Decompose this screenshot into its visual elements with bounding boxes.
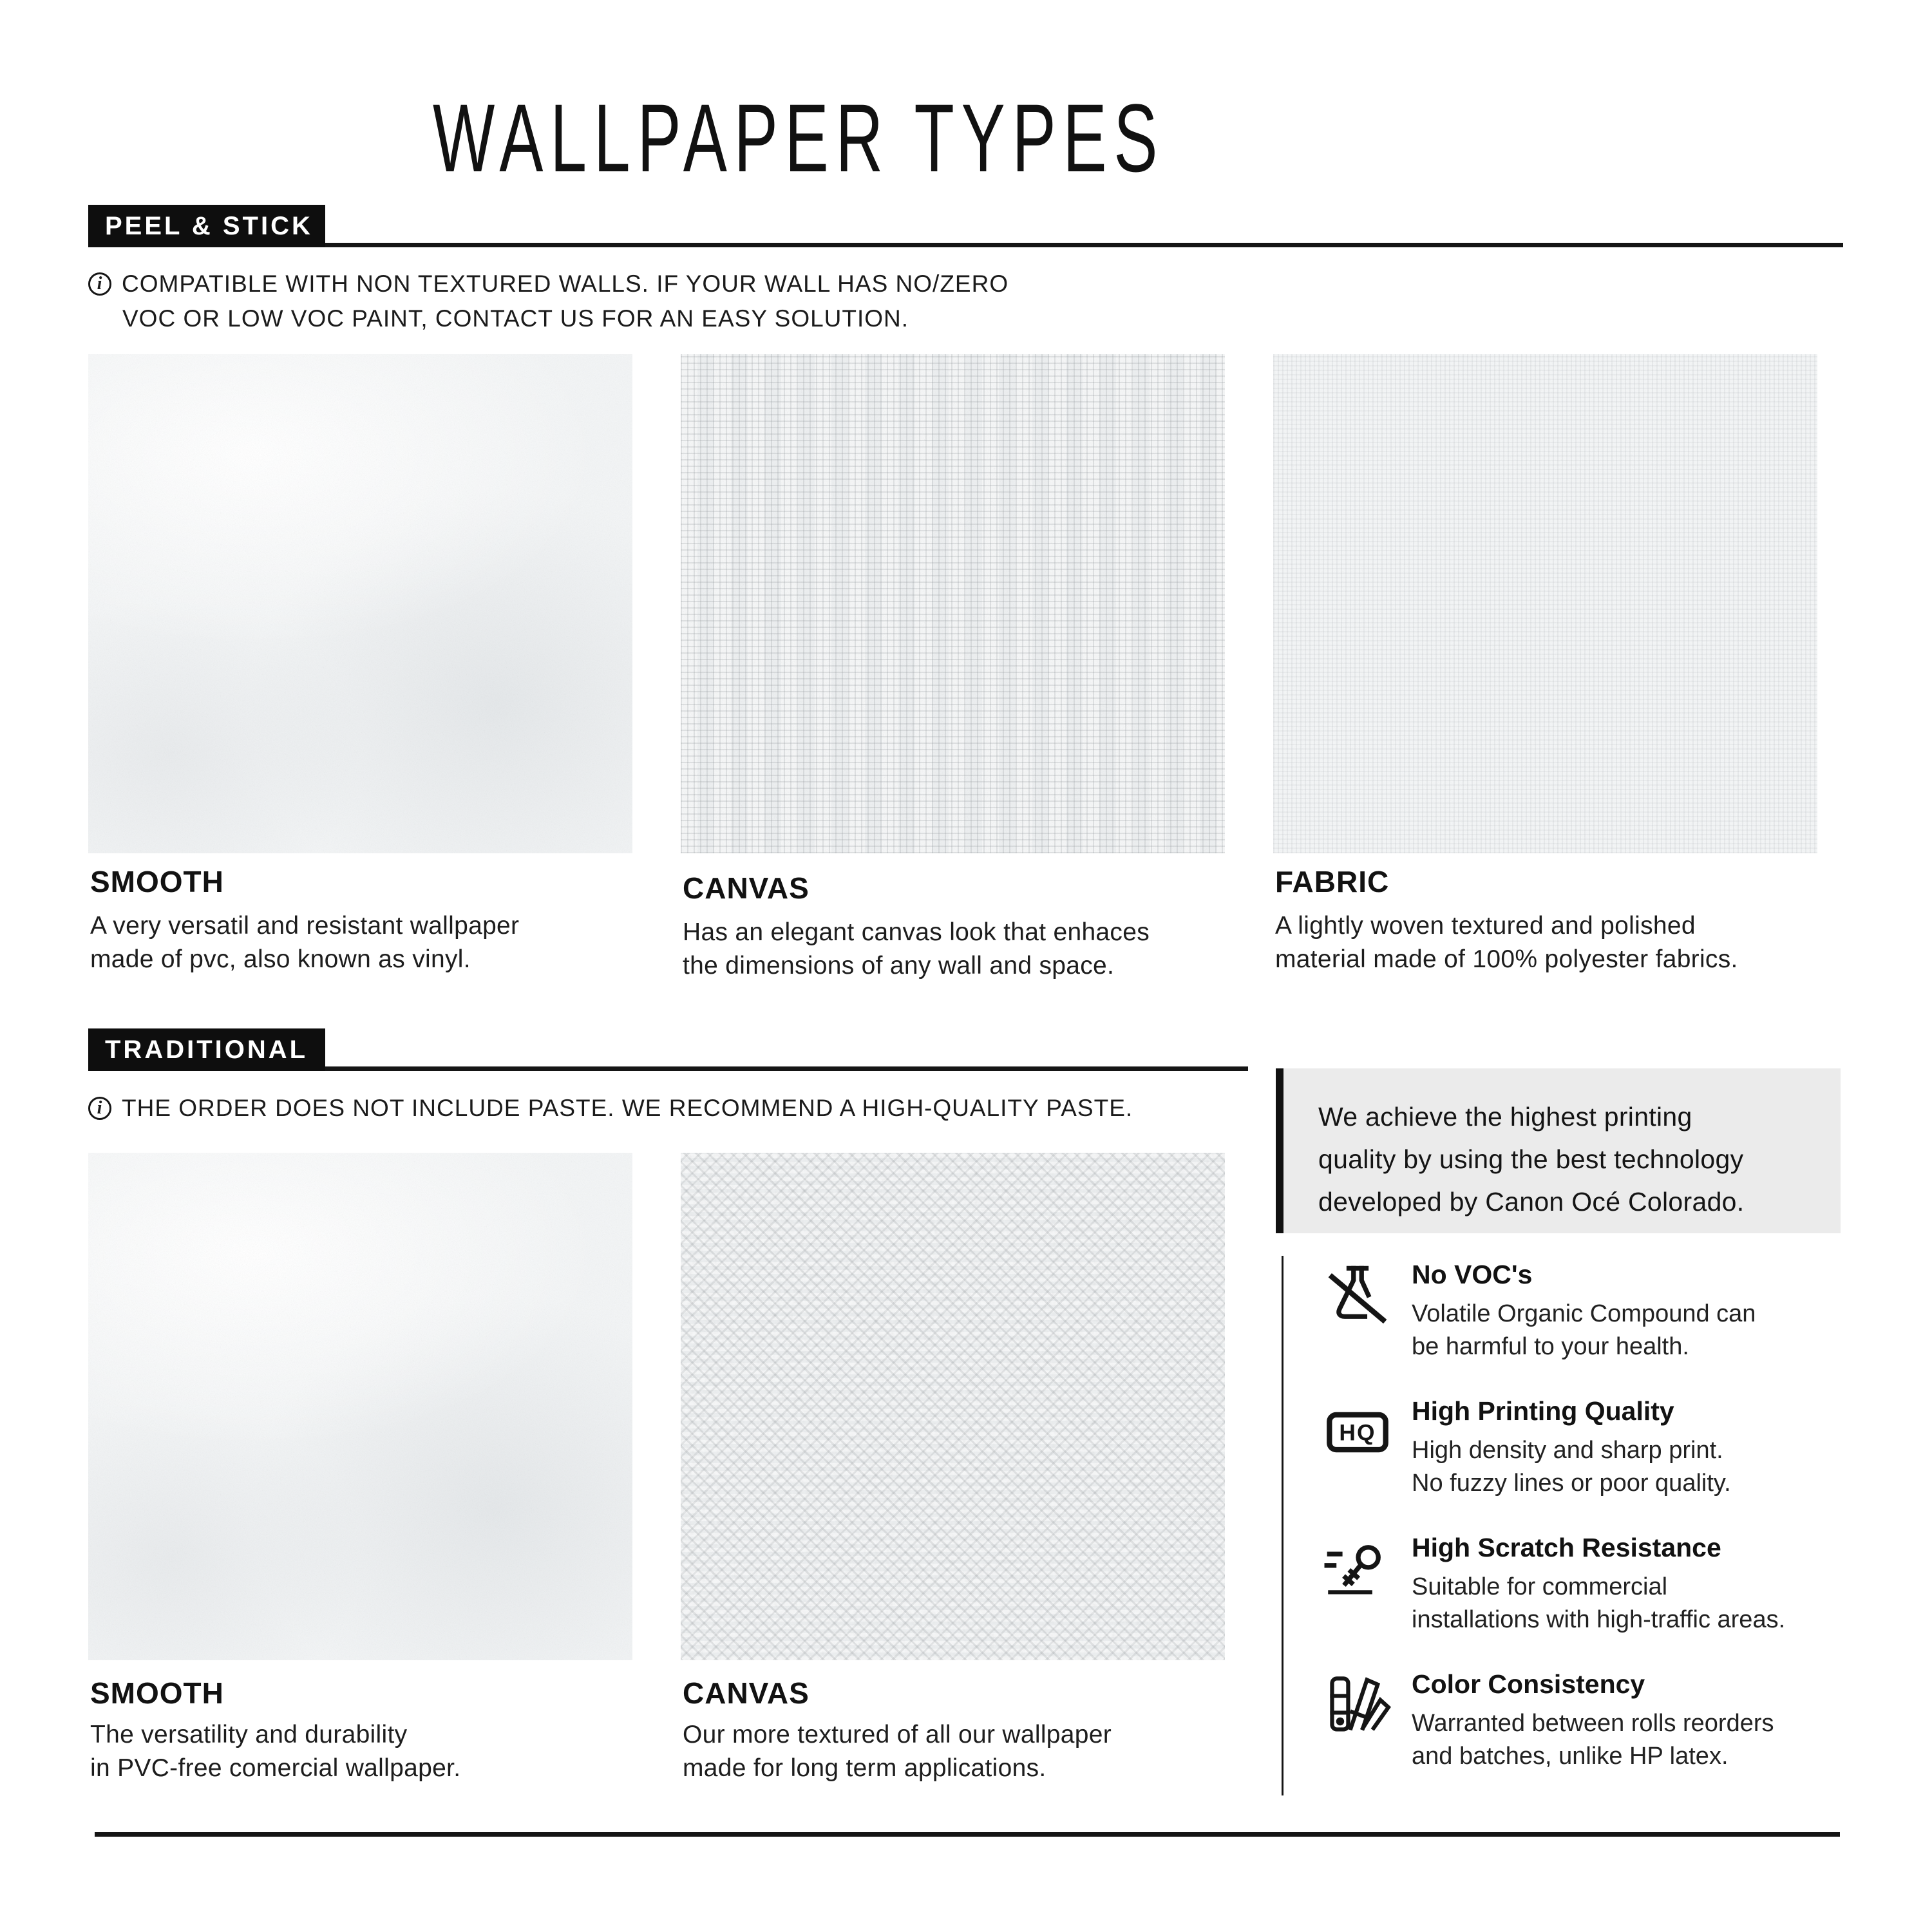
peel-stick-note-line2: [122, 305, 909, 332]
feature-high-scratch-resistance: [1324, 1533, 1846, 1636]
info-icon: i: [88, 1097, 111, 1120]
feature-desc-line2: No fuzzy lines or poor quality.: [1412, 1470, 1731, 1497]
feature-title: Color Consistency: [1412, 1669, 1645, 1699]
printing-quality-line2: quality by using the best technology: [1318, 1144, 1744, 1174]
hq-badge-text: HQ: [1339, 1420, 1376, 1446]
info-icon: i: [88, 272, 111, 296]
feature-desc: [1412, 1298, 1756, 1363]
peel-canvas-desc: [683, 916, 1150, 983]
feature-desc-line2: and batches, unlike HP latex.: [1412, 1743, 1728, 1770]
traditional-canvas-desc: [683, 1718, 1112, 1785]
swatch-peel-fabric: [1273, 354, 1817, 853]
feature-desc: [1412, 1707, 1774, 1773]
key-scratch-icon: [1324, 1535, 1391, 1602]
peel-fabric-title: FABRIC: [1275, 865, 1390, 898]
peel-stick-note-text2: VOC OR LOW VOC PAINT, CONTACT US FOR AN EASY SOLUTION.: [122, 305, 909, 332]
peel-smooth-desc-line1: A very versatil and resistant wallpaper: [90, 912, 520, 940]
peel-smooth-title: SMOOTH: [90, 865, 224, 898]
printing-quality-callout: [1276, 1068, 1841, 1233]
feature-desc-line1: Suitable for commercial: [1412, 1573, 1668, 1600]
hq-badge-icon: [1324, 1399, 1391, 1466]
feature-title: High Scratch Resistance: [1412, 1533, 1721, 1562]
peel-canvas-title: CANVAS: [683, 871, 810, 905]
swatch-traditional-smooth: [88, 1153, 632, 1660]
paper-grain-texture: [88, 354, 632, 853]
paper-grain-texture: [1273, 354, 1817, 853]
paper-grain-texture: [88, 1153, 632, 1660]
printing-quality-text: [1318, 1095, 1744, 1223]
traditional-canvas-title: CANVAS: [683, 1676, 810, 1710]
peel-fabric-desc-line1: A lightly woven textured and polished: [1275, 912, 1696, 940]
feature-desc-line2: be harmful to your health.: [1412, 1333, 1689, 1360]
feature-desc: [1412, 1571, 1785, 1636]
peel-stick-note-line1: [88, 270, 1009, 298]
traditional-canvas-desc-line2: made for long term applications.: [683, 1754, 1046, 1782]
section-label-traditional-text: TRADITIONAL: [105, 1035, 308, 1064]
section-label-peel-stick: [88, 205, 325, 247]
feature-no-voc: [1324, 1260, 1846, 1363]
printing-quality-line3: developed by Canon Océ Colorado.: [1318, 1187, 1745, 1217]
feature-color-consistency: [1324, 1669, 1846, 1773]
traditional-smooth-desc-line2: in PVC-free comercial wallpaper.: [90, 1754, 461, 1782]
swatch-peel-canvas: [681, 354, 1225, 853]
feature-text-block: [1412, 1260, 1756, 1363]
feature-title: High Printing Quality: [1412, 1396, 1674, 1426]
paper-grain-texture: [681, 354, 1225, 853]
traditional-note-line: [88, 1095, 1133, 1122]
feature-text-block: [1412, 1669, 1774, 1773]
feature-desc: [1412, 1434, 1731, 1500]
callout-accent-bar: [1276, 1068, 1283, 1233]
peel-fabric-desc: [1275, 909, 1738, 976]
peel-fabric-desc-line2: material made of 100% polyester fabrics.: [1275, 945, 1738, 973]
feature-desc-line1: Warranted between rolls reorders: [1412, 1710, 1774, 1737]
peel-stick-section-rule: [88, 243, 1843, 247]
feature-desc-line1: High density and sharp print.: [1412, 1437, 1723, 1464]
feature-text-block: [1412, 1533, 1785, 1636]
paper-grain-texture: [681, 1153, 1225, 1660]
feature-desc-line2: installations with high-traffic areas.: [1412, 1606, 1786, 1633]
peel-stick-note-text1: COMPATIBLE WITH NON TEXTURED WALLS. IF YOUR WALL HAS NO/ZERO: [122, 270, 1009, 297]
page-title: WALLPAPER TYPES: [433, 84, 1165, 192]
bottom-rule: [95, 1832, 1840, 1837]
printing-quality-line1: We achieve the highest printing: [1318, 1102, 1692, 1132]
feature-title: No VOC's: [1412, 1260, 1533, 1289]
section-label-peel-stick-text: PEEL & STICK: [105, 211, 313, 240]
feature-high-printing-quality: [1324, 1396, 1846, 1500]
swatch-peel-smooth: [88, 354, 632, 853]
section-label-traditional: [88, 1028, 325, 1071]
peel-smooth-desc-line2: made of pvc, also known as vinyl.: [90, 945, 471, 973]
traditional-smooth-desc: [90, 1718, 460, 1785]
features-divider-line: [1282, 1256, 1283, 1795]
feature-desc-line1: Volatile Organic Compound can: [1412, 1300, 1756, 1327]
traditional-smooth-desc-line1: The versatility and durability: [90, 1721, 408, 1748]
feature-text-block: [1412, 1396, 1731, 1500]
peel-smooth-desc: [90, 909, 519, 976]
traditional-note-text: THE ORDER DOES NOT INCLUDE PASTE. WE RECOMMEND A HIGH-QUALITY PASTE.: [122, 1095, 1133, 1121]
no-voc-flask-icon: [1324, 1262, 1391, 1329]
traditional-canvas-desc-line1: Our more textured of all our wallpaper: [683, 1721, 1112, 1748]
traditional-smooth-title: SMOOTH: [90, 1676, 224, 1710]
peel-canvas-desc-line2: the dimensions of any wall and space.: [683, 952, 1115, 980]
swatch-traditional-canvas: [681, 1153, 1225, 1660]
color-swatches-icon: [1324, 1672, 1391, 1739]
peel-canvas-desc-line1: Has an elegant canvas look that enhaces: [683, 918, 1150, 946]
